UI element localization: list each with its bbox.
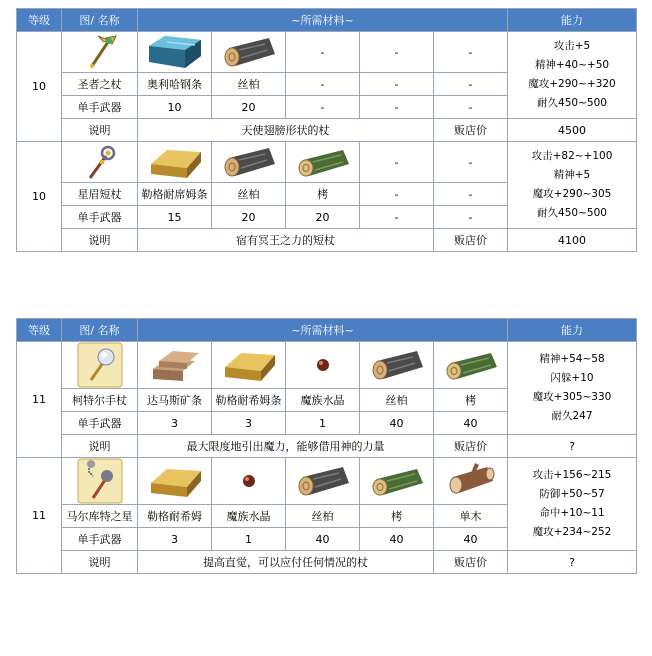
item-type: 单手武器 (62, 96, 138, 119)
gold-ingot-icon (145, 461, 205, 501)
material-image-cell (212, 342, 286, 389)
ability-line: 精神+5 (553, 169, 591, 181)
header-name: 图/ 名称 (62, 319, 138, 342)
material-image-cell (286, 342, 360, 389)
header-materials: ~所需材料~ (138, 319, 508, 342)
ability-line: 攻击+5 (553, 40, 591, 52)
item-image-cell (62, 142, 138, 183)
item-desc-row (17, 551, 637, 574)
item-icon-row (17, 142, 637, 183)
item-price: 4100 (508, 229, 637, 252)
branch-log-icon (441, 461, 501, 501)
material-empty: - (434, 32, 508, 73)
item-price: ? (508, 435, 637, 458)
material-qty: 40 (360, 528, 434, 551)
price-label: 贩店价 (434, 119, 508, 142)
price-label: 贩店价 (434, 435, 508, 458)
material-name: 魔族水晶 (286, 389, 360, 412)
item-desc: 最大限度地引出魔力，能够借用神的力量 (138, 435, 434, 458)
ability-line: 精神+54~58 (539, 353, 605, 365)
item-image-cell (62, 32, 138, 73)
material-name: 栲 (434, 389, 508, 412)
desc-label: 说明 (62, 551, 138, 574)
item-type: 单手武器 (62, 206, 138, 229)
material-image-cell (212, 142, 286, 183)
item-price: ? (508, 551, 637, 574)
material-name: 丝柏 (212, 73, 286, 96)
ability-line: 精神+40~+50 (534, 59, 610, 71)
material-qty: 3 (138, 412, 212, 435)
material-qty: 3 (138, 528, 212, 551)
item-name: 马尔库特之星 (62, 505, 138, 528)
material-qty: 3 (212, 412, 286, 435)
material-name: 勒格耐希姆 (138, 505, 212, 528)
material-name: 丝柏 (286, 505, 360, 528)
star-wand-icon (80, 142, 120, 182)
table-header (17, 319, 637, 342)
cypress-log-icon (219, 32, 279, 72)
material-image-cell (286, 142, 360, 183)
price-label: 贩店价 (434, 229, 508, 252)
weapon-table-2 (16, 318, 637, 574)
material-name: - (286, 73, 360, 96)
item-icon-row (17, 32, 637, 73)
material-image-cell (138, 342, 212, 389)
material-name: - (434, 73, 508, 96)
ability-line: 魔攻+305~330 (532, 391, 612, 403)
table-header (17, 9, 637, 32)
material-name: 丝柏 (360, 389, 434, 412)
item-ability (508, 458, 637, 551)
header-level: 等级 (17, 9, 62, 32)
item-icon-row (17, 458, 637, 505)
item-desc-row (17, 229, 637, 252)
item-desc-row (17, 435, 637, 458)
material-empty: - (434, 142, 508, 183)
item-image-cell (62, 458, 138, 505)
material-qty: 20 (212, 96, 286, 119)
item-price: 4500 (508, 119, 637, 142)
material-empty: - (286, 32, 360, 73)
desc-label: 说明 (62, 229, 138, 252)
material-qty: 20 (212, 206, 286, 229)
item-level: 11 (17, 342, 62, 458)
material-qty: 1 (212, 528, 286, 551)
material-name: 丝柏 (212, 183, 286, 206)
item-desc-row (17, 119, 637, 142)
crystal-orb-icon (234, 466, 264, 496)
ability-line: 耐久247 (551, 410, 593, 422)
item-desc: 提高直觉，可以应付任何情况的杖 (138, 551, 434, 574)
material-qty: - (286, 96, 360, 119)
material-qty: - (434, 96, 508, 119)
item-level: 10 (17, 142, 62, 252)
ability-line: 防御+50~57 (539, 488, 605, 500)
material-name: - (434, 183, 508, 206)
ability-line: 魔攻+234~252 (532, 526, 612, 538)
gold-ingot-icon (219, 345, 279, 385)
ability-line: 攻击+82~+100 (531, 150, 613, 162)
material-qty: 40 (434, 528, 508, 551)
header-ability: 能力 (508, 319, 637, 342)
material-name: 单木 (434, 505, 508, 528)
copper-ingot-icon (145, 345, 205, 385)
header-materials: ~所需材料~ (138, 9, 508, 32)
material-qty: 15 (138, 206, 212, 229)
gold-ingot-icon (145, 142, 205, 182)
material-name: 勒格耐希姆条 (212, 389, 286, 412)
material-name: 达马斯矿条 (138, 389, 212, 412)
header-ability: 能力 (508, 9, 637, 32)
ability-line: 命中+10~11 (539, 507, 605, 519)
desc-label: 说明 (62, 119, 138, 142)
material-name: 魔族水晶 (212, 505, 286, 528)
item-type: 单手武器 (62, 412, 138, 435)
ability-line: 魔攻+290~305 (532, 188, 612, 200)
flail-staff-icon (77, 458, 123, 504)
ability-line: 攻击+156~215 (532, 469, 612, 481)
item-desc: 天使翅膀形状的杖 (138, 119, 434, 142)
oak-log-icon (293, 142, 353, 182)
material-qty: - (360, 206, 434, 229)
oak-log-icon (367, 461, 427, 501)
material-image-cell (360, 458, 434, 505)
item-ability (508, 342, 637, 435)
cypress-log-icon (293, 461, 353, 501)
material-qty: 20 (286, 206, 360, 229)
material-image-cell (138, 32, 212, 73)
ability-line: 闪躲+10 (550, 372, 594, 384)
item-type: 单手武器 (62, 528, 138, 551)
item-level: 10 (17, 32, 62, 142)
orb-staff-icon (77, 342, 123, 388)
item-level: 11 (17, 458, 62, 574)
ability-line: 魔攻+290~+320 (528, 78, 616, 90)
material-qty: 40 (286, 528, 360, 551)
material-image-cell (212, 32, 286, 73)
material-qty: 40 (434, 412, 508, 435)
item-name: 圣者之杖 (62, 73, 138, 96)
desc-label: 说明 (62, 435, 138, 458)
golden-staff-icon (80, 32, 120, 72)
item-icon-row (17, 342, 637, 389)
material-empty: - (360, 32, 434, 73)
material-name: 栲 (360, 505, 434, 528)
blue-ore-icon (145, 32, 205, 72)
material-image-cell (286, 458, 360, 505)
material-qty: 10 (138, 96, 212, 119)
crystal-orb-icon (308, 350, 338, 380)
item-ability (508, 32, 637, 119)
material-name: - (360, 183, 434, 206)
material-name: 勒格耐席姆条 (138, 183, 212, 206)
item-desc: 宿有冥王之力的短杖 (138, 229, 434, 252)
material-image-cell (138, 458, 212, 505)
material-name: - (360, 73, 434, 96)
header-name: 图/ 名称 (62, 9, 138, 32)
item-name: 星眉短杖 (62, 183, 138, 206)
material-empty: - (360, 142, 434, 183)
material-qty: 1 (286, 412, 360, 435)
ability-line: 耐久450~500 (537, 207, 607, 219)
cypress-log-icon (219, 142, 279, 182)
material-image-cell (138, 142, 212, 183)
item-ability (508, 142, 637, 229)
item-image-cell (62, 342, 138, 389)
material-name: 奥利哈钢条 (138, 73, 212, 96)
weapon-table-1 (16, 8, 637, 252)
item-name: 柯特尔手杖 (62, 389, 138, 412)
cypress-log-icon (367, 345, 427, 385)
material-name: 栲 (286, 183, 360, 206)
material-image-cell (212, 458, 286, 505)
oak-log-icon (441, 345, 501, 385)
material-qty: - (434, 206, 508, 229)
header-level: 等级 (17, 319, 62, 342)
material-image-cell (434, 342, 508, 389)
price-label: 贩店价 (434, 551, 508, 574)
material-qty: - (360, 96, 434, 119)
material-qty: 40 (360, 412, 434, 435)
material-image-cell (434, 458, 508, 505)
ability-line: 耐久450~500 (537, 97, 607, 109)
material-image-cell (360, 342, 434, 389)
